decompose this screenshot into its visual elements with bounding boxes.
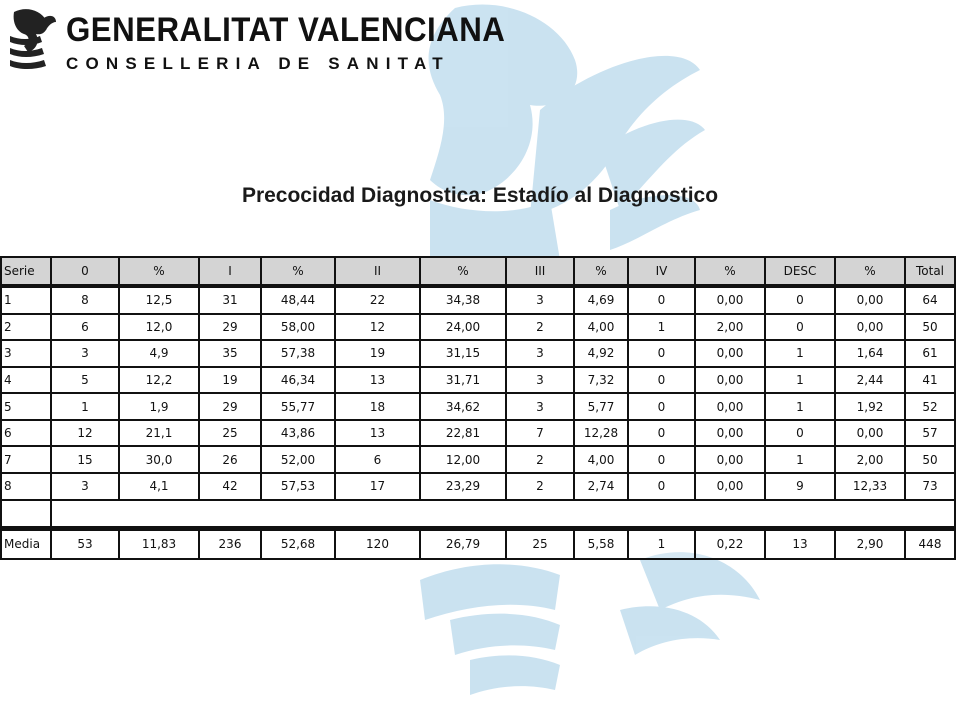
table-spacer-row (1, 500, 955, 529)
table-cell: 22,81 (420, 420, 506, 447)
header-cell: Total (905, 257, 955, 286)
table-cell: 12,5 (119, 286, 199, 314)
table-cell: 57 (905, 420, 955, 447)
header-cell: % (574, 257, 628, 286)
table-row (1, 393, 955, 420)
header-cell: % (420, 257, 506, 286)
table-cell: 12 (335, 314, 420, 341)
table-cell: 2,00 (835, 446, 905, 473)
table-row (1, 340, 955, 367)
table-cell: 48,44 (261, 286, 335, 314)
table-cell: 7 (1, 446, 51, 473)
header-cell: % (695, 257, 765, 286)
table-cell: 17 (335, 473, 420, 500)
table-cell: 1 (628, 314, 695, 341)
table-cell: 0,00 (695, 446, 765, 473)
table-cell: 34,38 (420, 286, 506, 314)
page-title: Precocidad Diagnostica: Estadío al Diagnostico (241, 184, 719, 207)
table-cell: 29 (199, 314, 261, 341)
table-cell: 8 (51, 286, 119, 314)
table-cell: 18 (335, 393, 420, 420)
table-cell: 4 (1, 367, 51, 394)
table-summary-row (1, 528, 955, 559)
header-cell: % (835, 257, 905, 286)
table-cell: 3 (506, 367, 574, 394)
table-cell: 6 (1, 420, 51, 447)
table-cell: 12 (51, 420, 119, 447)
table-cell: 13 (765, 528, 835, 559)
table-cell: 55,77 (261, 393, 335, 420)
table-cell: 0,00 (835, 314, 905, 341)
table-cell: 0 (628, 340, 695, 367)
table-cell: 12,2 (119, 367, 199, 394)
header-cell: 0 (51, 257, 119, 286)
table-cell: 0,00 (695, 420, 765, 447)
table-cell: 46,34 (261, 367, 335, 394)
table-row (1, 286, 955, 314)
table-cell: 4,1 (119, 473, 199, 500)
table-cell: 448 (905, 528, 955, 559)
table-cell: 0 (628, 286, 695, 314)
table-cell: 58,00 (261, 314, 335, 341)
table-cell: 2 (1, 314, 51, 341)
table-cell: 5,77 (574, 393, 628, 420)
table-cell: 1 (765, 393, 835, 420)
spacer-cell (51, 500, 955, 529)
table-cell: 1,92 (835, 393, 905, 420)
table-cell: 0,00 (695, 367, 765, 394)
org-department: CONSELLERIA DE SANITAT (66, 54, 450, 73)
table-cell: 23,29 (420, 473, 506, 500)
table-cell: 57,38 (261, 340, 335, 367)
table-cell: 2,90 (835, 528, 905, 559)
table-cell: 5 (51, 367, 119, 394)
generalitat-logo (6, 6, 506, 78)
header-cell: % (261, 257, 335, 286)
table-cell: 4,00 (574, 446, 628, 473)
table-cell: 3 (506, 393, 574, 420)
table-cell: 236 (199, 528, 261, 559)
table-cell: 31 (199, 286, 261, 314)
table-cell: 3 (51, 473, 119, 500)
table-cell: 0 (765, 286, 835, 314)
table-cell: 8 (1, 473, 51, 500)
table-cell: 21,1 (119, 420, 199, 447)
table-row (1, 420, 955, 447)
table-cell: 29 (199, 393, 261, 420)
header-cell: IV (628, 257, 695, 286)
table-cell: 5 (1, 393, 51, 420)
table-cell: 41 (905, 367, 955, 394)
table-cell: 24,00 (420, 314, 506, 341)
spacer-cell (1, 500, 51, 529)
table-cell: 4,9 (119, 340, 199, 367)
table-cell: 61 (905, 340, 955, 367)
table-cell: 3 (506, 340, 574, 367)
table-cell: 6 (335, 446, 420, 473)
table-cell: Media (1, 528, 51, 559)
table-cell: 2 (506, 446, 574, 473)
diagnosis-stage-table (0, 256, 956, 560)
table-cell: 0,00 (695, 473, 765, 500)
table-cell: 31,71 (420, 367, 506, 394)
table-cell: 0,00 (695, 340, 765, 367)
header-cell: Serie (1, 257, 51, 286)
table-cell: 12,33 (835, 473, 905, 500)
table-cell: 52,68 (261, 528, 335, 559)
table-cell: 73 (905, 473, 955, 500)
table-cell: 64 (905, 286, 955, 314)
table-cell: 4,69 (574, 286, 628, 314)
table-cell: 2,00 (695, 314, 765, 341)
table-cell: 0 (628, 446, 695, 473)
table-cell: 26,79 (420, 528, 506, 559)
table-cell: 1 (765, 446, 835, 473)
table-cell: 12,0 (119, 314, 199, 341)
table-cell: 19 (335, 340, 420, 367)
table-row (1, 367, 955, 394)
table-cell: 0 (765, 420, 835, 447)
table-cell: 0 (765, 314, 835, 341)
table-cell: 52 (905, 393, 955, 420)
table-cell: 5,58 (574, 528, 628, 559)
table-row (1, 446, 955, 473)
table-cell: 34,62 (420, 393, 506, 420)
table-cell: 52,00 (261, 446, 335, 473)
table-cell: 0 (628, 420, 695, 447)
table-cell: 25 (199, 420, 261, 447)
table-cell: 11,83 (119, 528, 199, 559)
table-row (1, 314, 955, 341)
table-cell: 1,9 (119, 393, 199, 420)
table-cell: 15 (51, 446, 119, 473)
header-cell: II (335, 257, 420, 286)
header-cell: I (199, 257, 261, 286)
table-cell: 4,92 (574, 340, 628, 367)
table-cell: 1 (51, 393, 119, 420)
table-cell: 12,00 (420, 446, 506, 473)
header-cell: % (119, 257, 199, 286)
table-cell: 9 (765, 473, 835, 500)
table-cell: 0 (628, 393, 695, 420)
table-cell: 43,86 (261, 420, 335, 447)
table-cell: 57,53 (261, 473, 335, 500)
table-cell: 31,15 (420, 340, 506, 367)
table-cell: 53 (51, 528, 119, 559)
table-cell: 50 (905, 446, 955, 473)
table-cell: 0,22 (695, 528, 765, 559)
table-cell: 19 (199, 367, 261, 394)
table-cell: 1,64 (835, 340, 905, 367)
header-cell: III (506, 257, 574, 286)
table-cell: 2,74 (574, 473, 628, 500)
table-cell: 26 (199, 446, 261, 473)
table-cell: 1 (765, 340, 835, 367)
header-cell: DESC (765, 257, 835, 286)
table-cell: 120 (335, 528, 420, 559)
table-cell: 42 (199, 473, 261, 500)
table-cell: 25 (506, 528, 574, 559)
table-cell: 0 (628, 367, 695, 394)
table-cell: 0,00 (835, 420, 905, 447)
table-cell: 13 (335, 367, 420, 394)
table-cell: 7 (506, 420, 574, 447)
table-cell: 35 (199, 340, 261, 367)
table-row (1, 473, 955, 500)
table-cell: 0,00 (695, 393, 765, 420)
table-cell: 2 (506, 473, 574, 500)
table-cell: 12,28 (574, 420, 628, 447)
table-cell: 2 (506, 314, 574, 341)
table-cell: 3 (51, 340, 119, 367)
table-cell: 1 (765, 367, 835, 394)
table-cell: 7,32 (574, 367, 628, 394)
table-cell: 0,00 (835, 286, 905, 314)
table-header-row (1, 257, 955, 286)
table-cell: 0,00 (695, 286, 765, 314)
table-cell: 1 (1, 286, 51, 314)
table-cell: 1 (628, 528, 695, 559)
table-cell: 3 (506, 286, 574, 314)
table-cell: 0 (628, 473, 695, 500)
bat-crest-icon (6, 6, 58, 78)
table-cell: 6 (51, 314, 119, 341)
table-cell: 2,44 (835, 367, 905, 394)
table-cell: 3 (1, 340, 51, 367)
table-cell: 50 (905, 314, 955, 341)
table-cell: 4,00 (574, 314, 628, 341)
table-cell: 22 (335, 286, 420, 314)
table-cell: 30,0 (119, 446, 199, 473)
table-cell: 13 (335, 420, 420, 447)
org-name: GENERALITAT VALENCIANA (66, 11, 506, 49)
